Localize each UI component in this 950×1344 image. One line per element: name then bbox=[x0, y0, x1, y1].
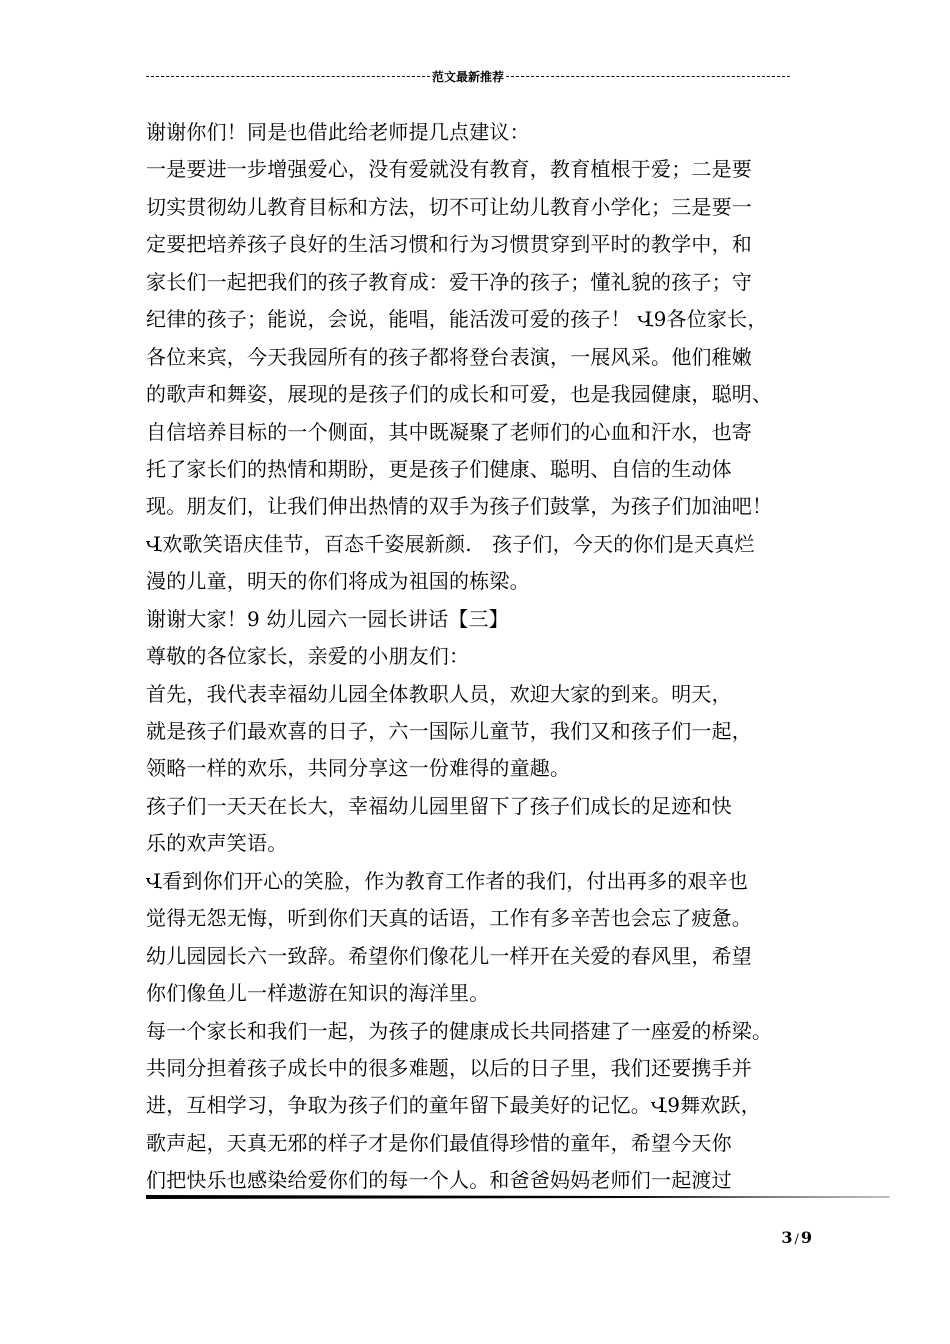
body-line: 一是要进一步增强爱心，没有爱就没有教育，教育植根于爱；二是要 bbox=[146, 157, 752, 182]
page-number bbox=[752, 1228, 812, 1248]
page-current: 3 bbox=[781, 1228, 793, 1247]
body-line: 家长们一起把我们的孩子教育成：爱干净的孩子；懂礼貌的孩子；守 bbox=[146, 269, 752, 294]
body-line: 谢谢你们！同是也借此给老师提几点建议： bbox=[146, 120, 530, 144]
body-line: 漫的儿童，明天的你们将成为祖国的栋梁。 bbox=[146, 569, 530, 594]
header-title: 范文最新推荐 bbox=[432, 69, 505, 84]
body-line: 首先，我代表幸福幼儿园全体教职人员，欢迎大家的到来。明天， bbox=[146, 681, 732, 706]
body-line: 的歌声和舞姿，展现的是孩子们的成长和可爱，也是我园健康，聪明、 bbox=[146, 382, 773, 407]
body-line: 你们像鱼儿一样遨游在知识的海洋里。 bbox=[146, 981, 490, 1006]
body-line: 领略一样的欢乐，共同分享这一份难得的童趣。 bbox=[146, 756, 571, 781]
header-dash-right bbox=[506, 76, 790, 77]
body-line: 自信培养目标的一个侧面，其中既凝聚了老师们的心血和汗水，也寄 bbox=[146, 419, 752, 444]
body-line: 觉得无怨无悔，听到你们天真的话语，工作有多辛苦也会忘了疲惫。 bbox=[146, 906, 752, 931]
body-line: 各位来宾，今天我园所有的孩子都将登台表演，一展风采。他们稚嫩 bbox=[146, 344, 752, 369]
body-line: 定要把培养孩子良好的生活习惯和行为习惯贯穿到平时的教学中，和 bbox=[146, 232, 752, 257]
body-line: 现。朋友们，让我们伸出热情的双手为孩子们鼓掌，为孩子们加油吧！ bbox=[146, 494, 773, 519]
body-line: 谢谢大家！9 幼儿园六一园长讲话【三】 bbox=[146, 606, 509, 631]
document-body bbox=[146, 114, 846, 1200]
body-line: 幼儿园园长六一致辞。希望你们像花儿一样开在关爱的春风里，希望 bbox=[146, 943, 752, 968]
body-line: 们把快乐也感染给爱你们的每一个人。和爸爸妈妈老师们一起渡过 bbox=[146, 1168, 732, 1193]
body-line: 乐的欢声笑语。 bbox=[146, 831, 288, 856]
body-line: 共同分担着孩子成长中的很多难题，以后的日子里，我们还要携手并 bbox=[146, 1055, 752, 1080]
page-separator: / bbox=[794, 1232, 799, 1247]
page-header bbox=[146, 66, 790, 86]
header-dash-left bbox=[146, 76, 430, 77]
page-total: 9 bbox=[800, 1228, 812, 1247]
body-line: Վ欢歌笑语庆佳节，百态千姿展新颜. 孩子们，今天的你们是天真烂 bbox=[146, 531, 755, 556]
body-line: 尊敬的各位家长，亲爱的小朋友们： bbox=[146, 644, 470, 669]
body-line: 孩子们一天天在长大，幸福幼儿园里留下了孩子们成长的足迹和快 bbox=[146, 793, 732, 818]
body-line: 托了家长们的热情和期盼，更是孩子们健康、聪明、自信的生动体 bbox=[146, 456, 732, 481]
body-line: 纪律的孩子；能说，会说，能唱，能活泼可爱的孩子！ Վ9各位家长， bbox=[146, 307, 768, 332]
body-line: 歌声起，天真无邪的样子才是你们最值得珍惜的童年，希望今天你 bbox=[146, 1130, 732, 1155]
body-line: 每一个家长和我们一起，为孩子的健康成长共同搭建了一座爱的桥梁。 bbox=[146, 1018, 773, 1043]
body-line: 进，互相学习，争取为孩子们的童年留下最美好的记忆。Վ9舞欢跃， bbox=[146, 1093, 761, 1118]
body-line: 就是孩子们最欢喜的日子，六一国际儿童节，我们又和孩子们一起， bbox=[146, 719, 752, 743]
body-line: 切实贯彻幼儿教育目标和方法，切不可让幼儿教育小学化；三是要一 bbox=[146, 194, 752, 219]
body-line: Վ看到你们开心的笑脸，作为教育工作者的我们，付出再多的艰辛也 bbox=[146, 868, 749, 893]
